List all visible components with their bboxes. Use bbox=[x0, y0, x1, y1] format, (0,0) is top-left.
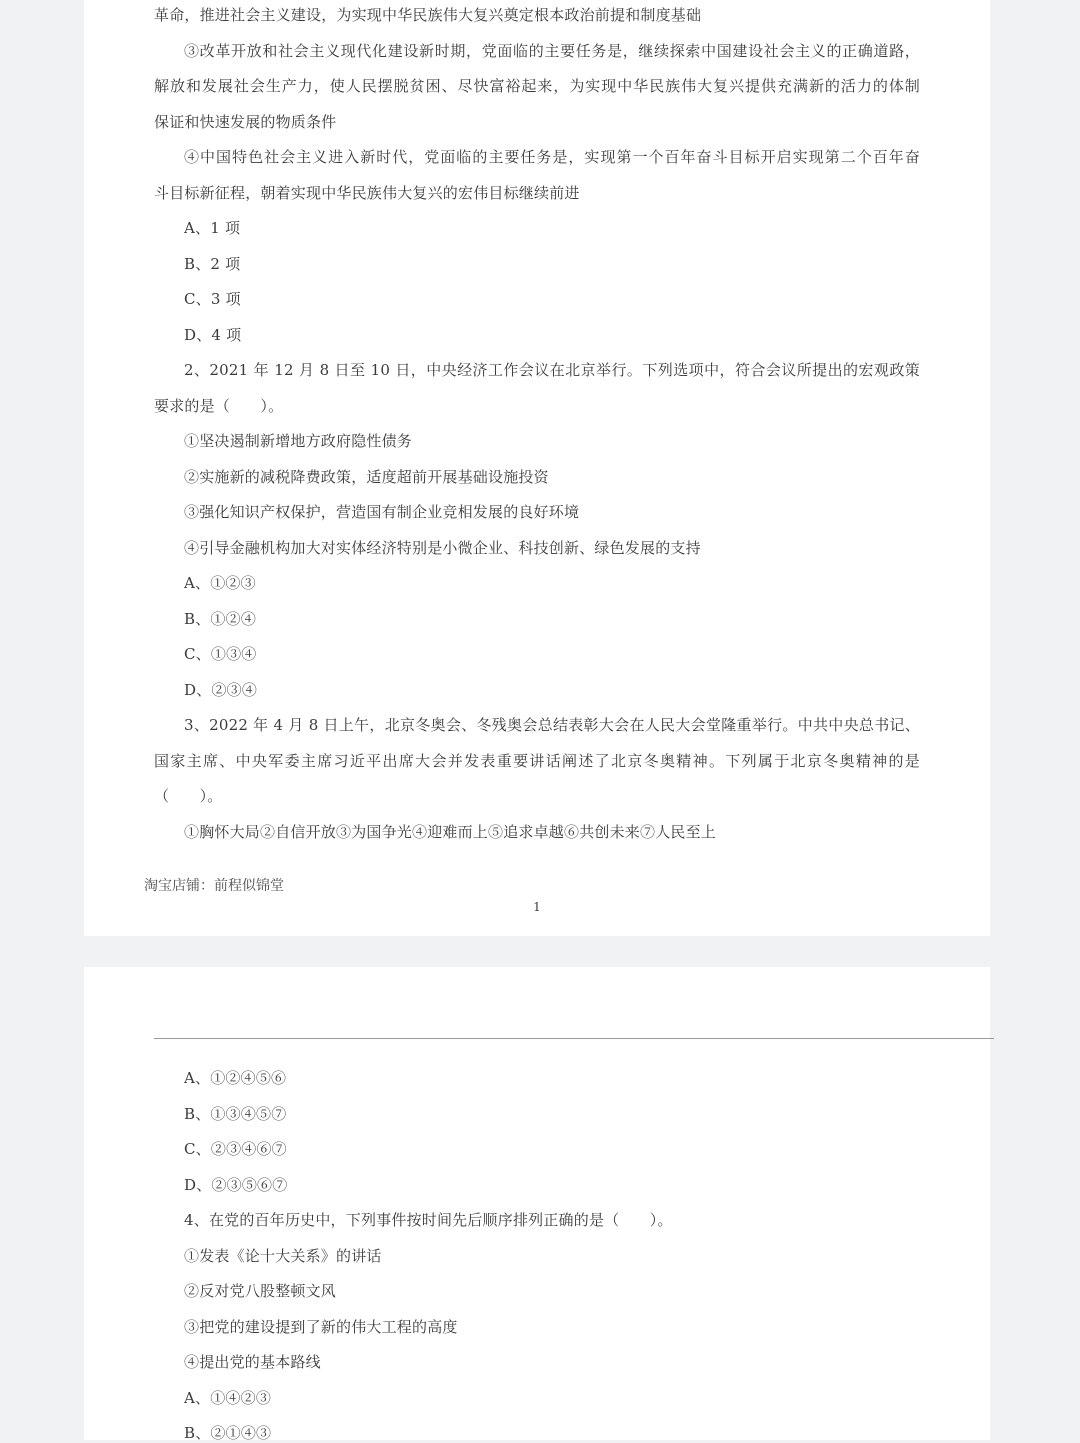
text-line: 国家主席、中央军委主席习近平出席大会并发表重要讲话阐述了北京冬奥精神。下列属于北京冬奥精神的是 bbox=[154, 751, 920, 770]
text-line: B、2 项 bbox=[184, 254, 241, 273]
text-line: B、①③④⑤⑦ bbox=[184, 1104, 287, 1123]
text-line: A、①④②③ bbox=[184, 1388, 272, 1407]
text-line: 要求的是（ ）。 bbox=[154, 396, 284, 415]
document-page-1 bbox=[84, 0, 990, 936]
text-line: C、3 项 bbox=[184, 290, 241, 308]
text-line: ④引导金融机构加大对实体经济特别是小微企业、科技创新、绿色发展的支持 bbox=[184, 538, 701, 557]
text-line: D、②③④ bbox=[184, 680, 258, 699]
text-line: B、②①④③ bbox=[184, 1424, 272, 1442]
text-line: ③强化知识产权保护，营造国有制企业竞相发展的良好环境 bbox=[184, 503, 580, 521]
text-line: 3、2022 年 4 月 8 日上午，北京冬奥会、冬残奥会总结表彰大会在人民大会堂隆重举行。中共中央总书记、 bbox=[184, 716, 920, 734]
text-line: 解放和发展社会生产力，使人民摆脱贫困、尽快富裕起来，为实现中华民族伟大复兴提供充满新的活力的体制 bbox=[154, 77, 920, 95]
text-line: ②反对党八股整顿文风 bbox=[184, 1282, 337, 1300]
text-line: （ ）。 bbox=[154, 787, 223, 805]
text-line: ③把党的建设提到了新的伟大工程的高度 bbox=[184, 1317, 458, 1336]
text-line: ②实施新的减税降费政策，适度超前开展基础设施投资 bbox=[184, 467, 549, 486]
text-line: ④中国特色社会主义进入新时代，党面临的主要任务是，实现第一个百年奋斗目标开启实现第二个百年奋 bbox=[184, 148, 920, 166]
text-line: A、1 项 bbox=[184, 219, 241, 237]
footer-shop-name: 淘宝店铺：前程似锦堂 bbox=[144, 878, 284, 894]
text-line: ①坚决遏制新增地方政府隐性债务 bbox=[184, 432, 413, 450]
text-line: D、②③⑤⑥⑦ bbox=[184, 1175, 288, 1194]
text-line: 保证和快速发展的物质条件 bbox=[154, 112, 337, 131]
text-line: C、②③④⑥⑦ bbox=[184, 1140, 287, 1158]
text-line: ①发表《论十大关系》的讲话 bbox=[184, 1246, 382, 1265]
text-line: A、①②③ bbox=[184, 574, 256, 592]
page-number: 1 bbox=[533, 900, 541, 914]
text-line: ④提出党的基本路线 bbox=[184, 1353, 321, 1371]
text-line: B、①②④ bbox=[184, 609, 257, 628]
document-page-2 bbox=[84, 967, 990, 1440]
text-line: C、①③④ bbox=[184, 645, 257, 663]
text-line: 斗目标新征程，朝着实现中华民族伟大复兴的宏伟目标继续前进 bbox=[154, 183, 580, 202]
text-line: ③改革开放和社会主义现代化建设新时期，党面临的主要任务是，继续探索中国建设社会主义的正确道路， bbox=[184, 41, 920, 60]
text-line: 2、2021 年 12 月 8 日至 10 日，中央经济工作会议在北京举行。下列选项中，符合会议所提出的宏观政策 bbox=[184, 361, 920, 379]
text-line: A、①②④⑤⑥ bbox=[184, 1069, 287, 1087]
text-line: 革命，推进社会主义建设，为实现中华民族伟大复兴奠定根本政治前提和制度基础 bbox=[154, 6, 702, 24]
text-line: ①胸怀大局②自信开放③为国争光④迎难而上⑤追求卓越⑥共创未来⑦人民至上 bbox=[184, 822, 717, 841]
text-line: 4、在党的百年历史中，下列事件按时间先后顺序排列正确的是（ ）。 bbox=[184, 1211, 673, 1229]
header-rule bbox=[154, 1038, 994, 1039]
text-line: D、4 项 bbox=[184, 325, 242, 344]
